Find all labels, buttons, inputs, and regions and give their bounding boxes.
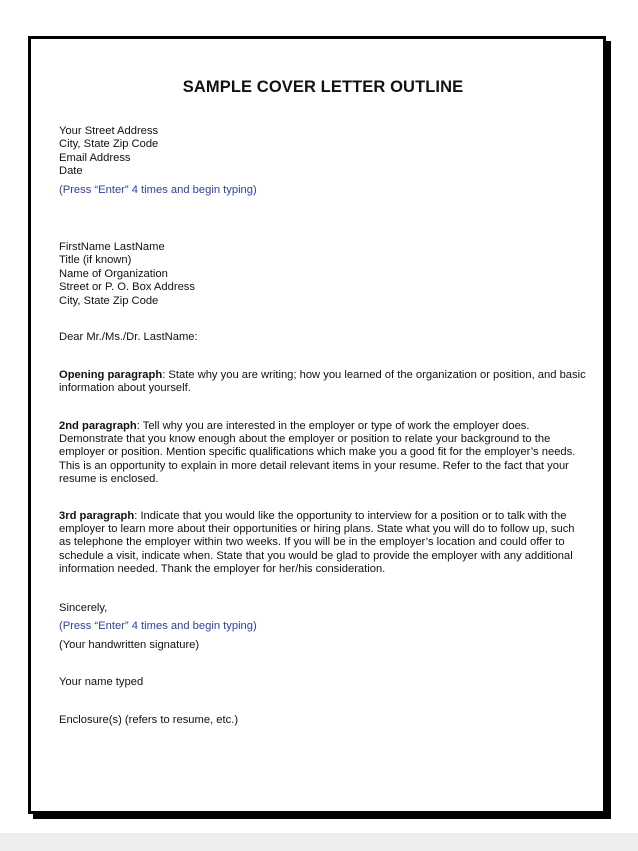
recipient-address (59, 241, 587, 308)
paragraph-label: 2nd paragraph (59, 420, 137, 432)
paragraph-label: Opening paragraph (59, 369, 163, 381)
name-typed: Your name typed (59, 676, 144, 688)
paragraph-text: : State why you are writing; how you learned of the organization or position, and basic information about yourself. (59, 369, 586, 395)
paragraph-label: 3rd paragraph (59, 510, 135, 522)
recipient-name: FirstName LastName (59, 241, 165, 253)
sender-address (59, 125, 587, 179)
third-paragraph (59, 510, 587, 576)
enclosure-line: Enclosure(s) (refers to resume, etc.) (59, 714, 239, 726)
closing: Sincerely, (59, 602, 108, 614)
recipient-organization: Name of Organization (59, 267, 168, 280)
sender-email: Email Address (59, 151, 131, 164)
document-page (28, 36, 606, 814)
salutation: Dear Mr./Ms./Dr. LastName: (59, 331, 198, 343)
recipient-street: Street or P. O. Box Address (59, 281, 195, 294)
paragraph-text: : Indicate that you would like the opportunity to interview for a position or to talk with the employer to learn more about their opportunities or hiring plans. State what you will do to follow up, such as telephone the employer within two weeks. If you will be in the employer’s location and could offer to schedule a visit, indicate when. State that you would be glad to provide the employer with any additional information needed. Thank the employer for her/his consideration. (59, 510, 575, 575)
signature-note: (Your handwritten signature) (59, 639, 200, 651)
typing-instruction-top: (Press “Enter” 4 times and begin typing) (59, 184, 257, 196)
page-title: SAMPLE COVER LETTER OUTLINE (182, 78, 464, 96)
second-paragraph (59, 420, 587, 486)
paragraph-text: : Tell why you are interested in the employer or type of work the employer does. Demonstrate that you know enough about the employer or position to relate your background to the employer or position. Mention specific qualifications which make you a good fit for the employer’s needs. This is an opportunity to explain in more detail relevant items in your resume. Refer to the fact that your resume is enclosed. (59, 420, 576, 485)
viewer-bottom-strip (0, 833, 638, 851)
recipient-city: City, State Zip Code (59, 294, 159, 307)
recipient-title: Title (if known) (59, 254, 132, 267)
sender-date: Date (59, 165, 83, 178)
opening-paragraph (59, 369, 587, 395)
typing-instruction-bottom: (Press “Enter” 4 times and begin typing) (59, 620, 257, 632)
sender-street: Your Street Address (59, 125, 159, 137)
sender-city: City, State Zip Code (59, 138, 159, 151)
